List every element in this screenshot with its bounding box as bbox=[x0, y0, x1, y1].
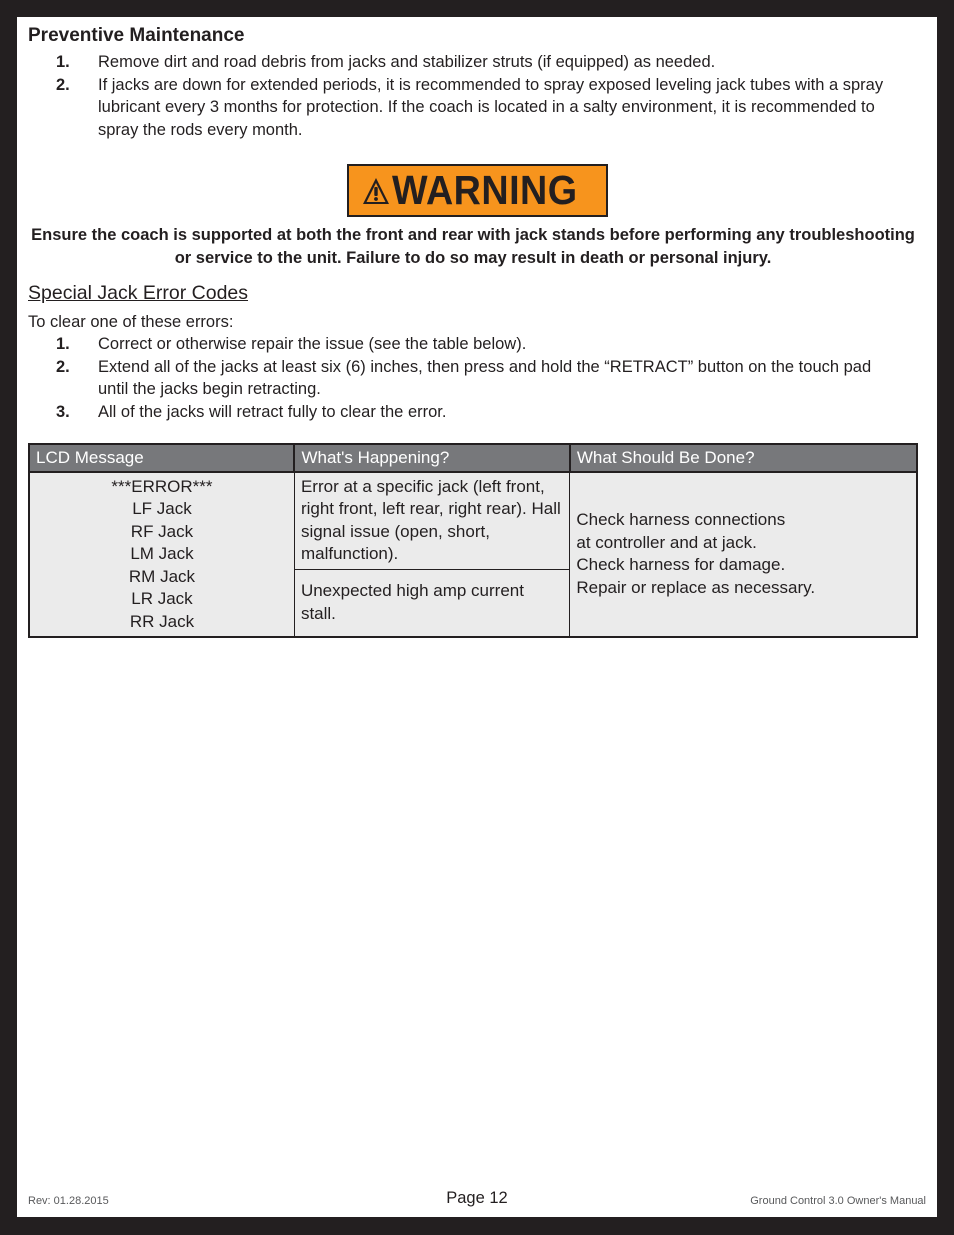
lcd-line: ***ERROR*** bbox=[111, 476, 213, 496]
list-item bbox=[28, 51, 888, 74]
special-jack-error-codes-heading: Special Jack Error Codes bbox=[28, 282, 249, 304]
step-text: If jacks are down for extended periods, it is recommended to spray exposed leveling jack tubes with a spray lubricant every 3 months for protection. If the coach is located in a salty environment, it is recommended to spray the rods every month. bbox=[98, 75, 884, 139]
action-line: Check harness for damage. bbox=[576, 555, 786, 575]
warning-text: WARNING bbox=[391, 167, 578, 213]
lcd-line: RF Jack bbox=[130, 521, 194, 541]
intro-text: To clear one of these errors: bbox=[28, 313, 234, 331]
column-header-whats-happening: What's Happening? bbox=[294, 444, 569, 472]
step-number: 1. bbox=[56, 335, 70, 353]
footer-page-number: Page 12 bbox=[446, 1189, 508, 1207]
footer-manual-title: Ground Control 3.0 Owner's Manual bbox=[750, 1195, 926, 1207]
table-row bbox=[29, 472, 917, 570]
clear-error-steps-list bbox=[28, 333, 888, 423]
step-number: 2. bbox=[56, 357, 70, 376]
warning-label bbox=[347, 164, 608, 217]
lcd-line: LR Jack bbox=[131, 589, 193, 608]
warning-message: Ensure the coach is supported at both the front and rear with jack stands before performing any troubleshooting or service to the unit. Failure to do so may result in death or personal injury. bbox=[31, 226, 915, 267]
warning-triangle-icon bbox=[362, 176, 390, 206]
step-number: 2. bbox=[56, 75, 70, 94]
lcd-line: RM Jack bbox=[128, 566, 196, 586]
action-cell bbox=[570, 472, 917, 638]
preventive-maintenance-heading: Preventive Maintenance bbox=[28, 25, 245, 46]
lcd-line: LF Jack bbox=[132, 499, 192, 518]
step-number: 1. bbox=[56, 53, 70, 71]
lcd-line: RR Jack bbox=[129, 611, 195, 631]
manual-page bbox=[17, 17, 937, 1217]
column-header-what-should-be-done: What Should Be Done? bbox=[570, 444, 917, 472]
step-text: Correct or otherwise repair the issue (see the table below). bbox=[98, 335, 527, 353]
action-line: at controller and at jack. bbox=[576, 532, 757, 552]
lcd-message-cell bbox=[29, 472, 294, 638]
list-item bbox=[28, 356, 888, 401]
list-item bbox=[28, 74, 888, 142]
happening-cell: Error at a specific jack (left front, right front, left rear, right rear). Hall signal issue (open, short, malfunction). bbox=[294, 472, 569, 570]
action-line: Repair or replace as necessary. bbox=[576, 577, 816, 597]
step-number: 3. bbox=[56, 402, 70, 421]
step-text: Remove dirt and road debris from jacks and stabilizer struts (if equipped) as needed. bbox=[98, 53, 716, 71]
lcd-line: LM Jack bbox=[130, 544, 194, 563]
list-item bbox=[28, 333, 888, 356]
list-item bbox=[28, 401, 888, 424]
step-text: All of the jacks will retract fully to clear the error. bbox=[98, 402, 447, 421]
error-codes-table bbox=[28, 443, 918, 638]
happening-cell: Unexpected high amp current stall. bbox=[294, 569, 569, 637]
table-header-row bbox=[29, 444, 917, 472]
action-line: Check harness connections bbox=[576, 510, 786, 530]
step-text: Extend all of the jacks at least six (6) inches, then press and hold the “RETRACT” button on the touch pad until the jacks begin retracting. bbox=[98, 357, 872, 399]
column-header-lcd-message: LCD Message bbox=[29, 444, 294, 472]
footer-revision: Rev: 01.28.2015 bbox=[28, 1195, 109, 1207]
preventive-steps-list bbox=[28, 51, 888, 141]
